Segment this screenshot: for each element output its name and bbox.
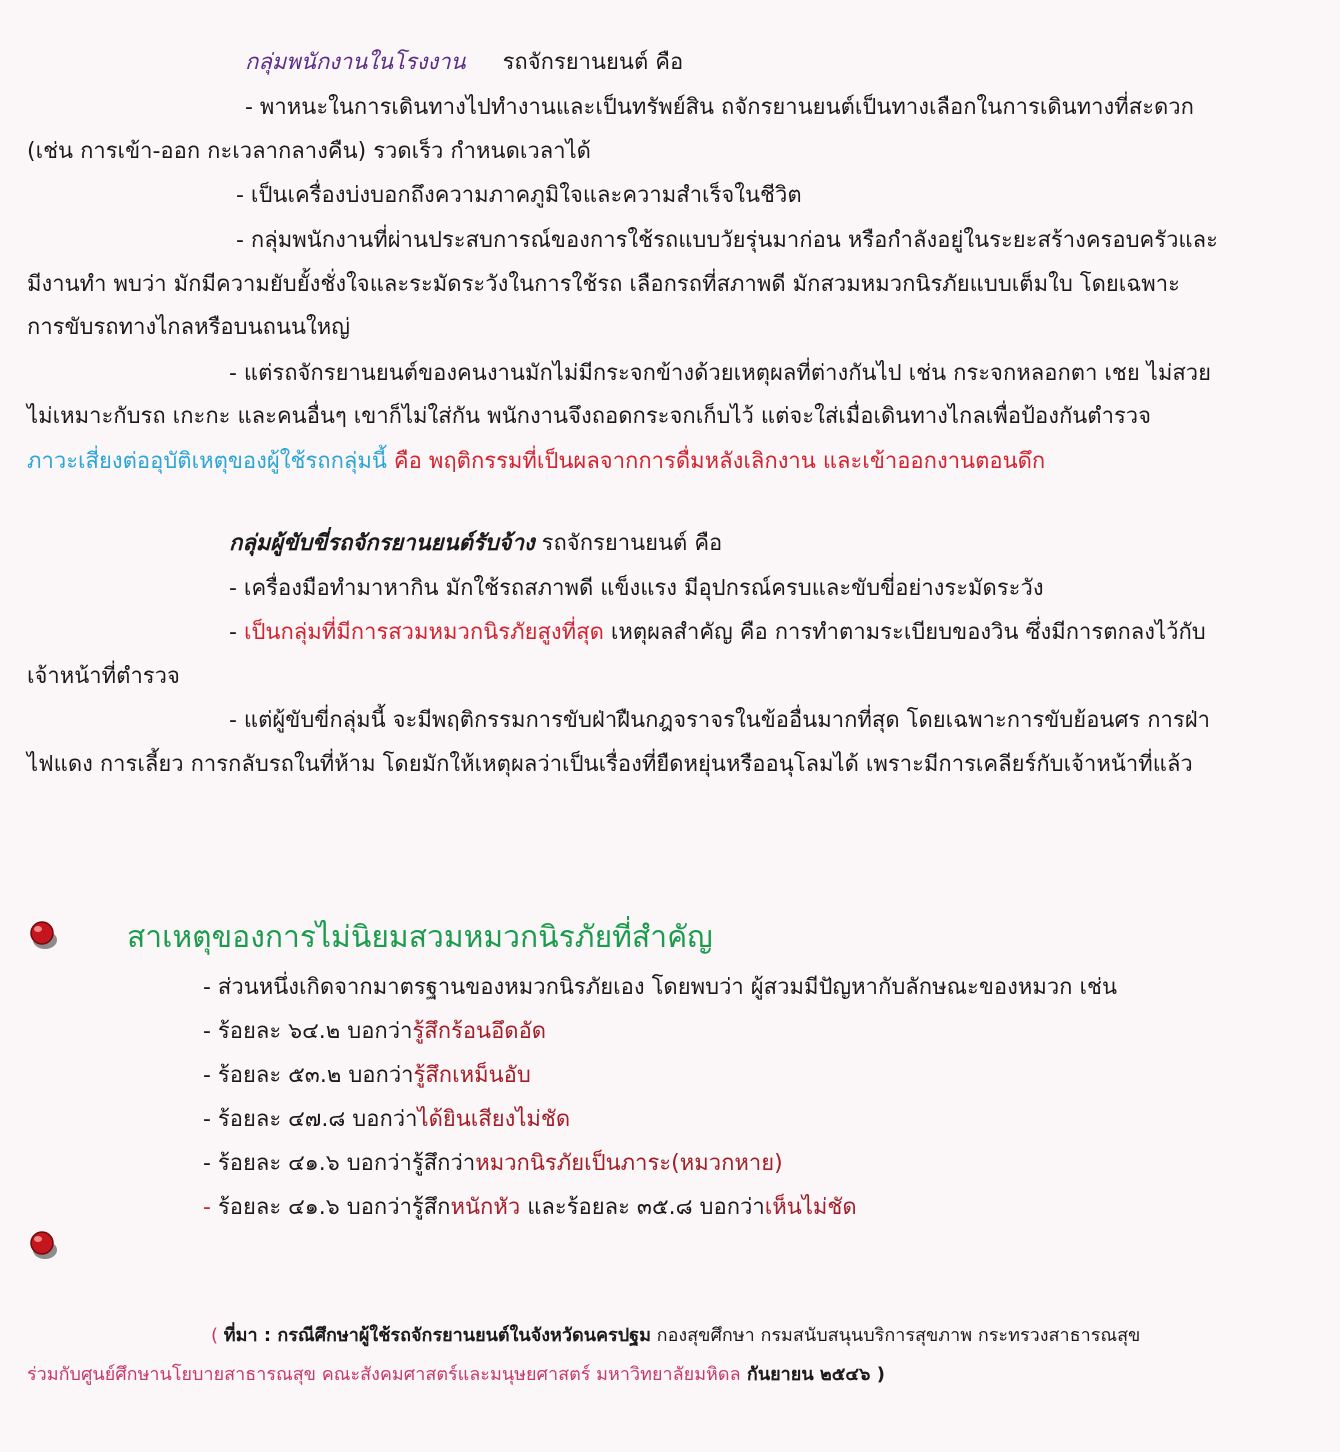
section3-heading: สาเหตุของการไม่นิยมสวมหมวกนิรภัยที่สำคัญ	[127, 920, 713, 955]
stat-item: - ร้อยละ ๖๔.๒ บอกว่ารู้สึกร้อนอึดอัด	[203, 1019, 547, 1044]
section1-line1: - พาหนะในการเดินทางไปทำงานและเป็นทรัพย์สิน ถจักรยานยนต์เป็นทางเลือกในการเดินทางที่สะดวก	[245, 95, 1194, 120]
section1-line8: ไม่เหมาะกับรถ เกะกะ และคนอื่นๆ เขาก็ไม่ใส่กัน พนักงานจึงถอดกระจกเก็บไว้ แต่จะใส่เมื่อเดินทางไกลเพื่อป้องกันตำรวจ	[27, 404, 1152, 429]
section2-line4: - แต่ผู้ขับขี่กลุ่มนี้ จะมีพฤติกรรมการขับฝ่าฝืนกฎจราจรในข้ออื่นมากที่สุด โดยเฉพาะการขับย้อนศร การฝ่า	[229, 708, 1210, 733]
red-ball-icon	[28, 1230, 58, 1260]
section2-line3: เจ้าหน้าที่ตำรวจ	[27, 664, 180, 689]
section2-title: กลุ่มผู้ขับขี่รถจักรยานยนต์รับจ้าง	[229, 531, 535, 556]
red-ball-icon	[28, 920, 58, 950]
section2-title-suffix: รถจักรยานยนต์ คือ	[534, 531, 723, 556]
section2-line1: - เครื่องมือทำมาหากิน มักใช้รถสภาพดี แข็งแรง มีอุปกรณ์ครบและขับขี่อย่างระมัดระวัง	[229, 576, 1044, 601]
stat-item-last: - ร้อยละ ๔๑.๖ บอกว่ารู้สึกหนักหัว และร้อยละ ๓๕.๘ บอกว่าเห็นไม่ชัด	[203, 1195, 857, 1220]
section1-line3: - เป็นเครื่องบ่งบอกถึงความภาคภูมิใจและความสำเร็จในชีวิต	[236, 183, 802, 208]
risk-text: คือ พฤติกรรมที่เป็นผลจากการดื่มหลังเลิกงาน และเข้าออกงานตอนดึก	[386, 449, 1046, 474]
source-date: กันยายน ๒๕๔๖	[740, 1364, 871, 1385]
section1-heading	[245, 48, 683, 78]
section1-line2: (เช่น การเข้า-ออก กะเวลากลางคืน) รวดเร็ว กำหนดเวลาได้	[27, 139, 591, 164]
source-line1: ( ที่มา : กรณีศึกษาผู้ใช้รถจักรยานยนต์ในจังหวัดนครปฐม กองสุขศึกษา กรมสนับสนุนบริการสุขภาพ กระทรวงสาธารณสุข	[211, 1325, 1141, 1346]
risk-label: ภาวะเสี่ยงต่ออุบัติเหตุของผู้ใช้รถกลุ่มนี้	[27, 449, 387, 474]
section1-line6: การขับรถทางไกลหรือบนถนนใหญ่	[27, 315, 351, 340]
source-affiliate: ร่วมกับศูนย์ศึกษานโยบายสาธารณสุข คณะสังคมศาสตร์และมนุษยศาสตร์ มหาวิทยาลัยมหิดล	[27, 1364, 741, 1385]
stat-item: - ร้อยละ ๔๗.๘ บอกว่าได้ยินเสียงไม่ชัด	[203, 1107, 571, 1132]
section1-title: กลุ่มพนักงานในโรงงาน	[245, 50, 466, 75]
section1-line4: - กลุ่มพนักงานที่ผ่านประสบการณ์ของการใช้รถแบบวัยรุ่นมาก่อน หรือกำลังอยู่ในระยะสร้างครอบครัวและ	[236, 228, 1218, 253]
stat-item: - ร้อยละ ๔๑.๖ บอกว่ารู้สึกว่าหมวกนิรภัยเป็นภาระ(หมวกหาย)	[203, 1151, 783, 1176]
helmet-highest-text: เป็นกลุ่มที่มีการสวมหมวกนิรภัยสูงที่สุด	[243, 620, 604, 645]
section1-line5: มีงานทำ พบว่า มักมีความยับยั้งชั่งใจและระมัดระวังในการใช้รถ เลือกรถที่สภาพดี มักสวมหมวกนิรภัยแบบเต็มใบ โดยเฉพาะ	[27, 272, 1180, 297]
source-org: กองสุขศึกษา กรมสนับสนุนบริการสุขภาพ กระทรวงสาธารณสุข	[650, 1325, 1141, 1346]
section2-line5: ไฟแดง การเลี้ยว การกลับรถในที่ห้าม โดยมักให้เหตุผลว่าเป็นเรื่องที่ยืดหยุ่นหรืออนุโลมได้ เพราะมีการเคลียร์กับเจ้าหน้าที่แล้ว	[27, 752, 1193, 777]
section1-line7: - แต่รถจักรยานยนต์ของคนงานมักไม่มีกระจกข้างด้วยเหตุผลที่ต่างกันไป เช่น กระจกหลอกตา เชย ไม่สวย	[229, 361, 1211, 386]
source-line2: ร่วมกับศูนย์ศึกษานโยบายสาธารณสุข คณะสังคมศาสตร์และมนุษยศาสตร์ มหาวิทยาลัยมหิดล กันยายน ๒๕๔๖ )	[27, 1364, 885, 1385]
source-label: ที่มา : กรณีศึกษาผู้ใช้รถจักรยานยนต์ในจังหวัดนครปฐม	[223, 1325, 651, 1346]
stat-item: - ร้อยละ ๕๓.๒ บอกว่ารู้สึกเหม็นอับ	[203, 1063, 531, 1088]
section1-title-suffix: รถจักรยานยนต์ คือ	[502, 50, 684, 75]
section1-risk	[27, 447, 1045, 477]
section2-line2: - เป็นกลุ่มที่มีการสวมหมวกนิรภัยสูงที่สุด เหตุผลสำคัญ คือ การทำตามระเบียบของวิน ซึ่งมีการตกลงไว้กับ	[229, 620, 1206, 645]
section3-intro: - ส่วนหนึ่งเกิดจากมาตรฐานของหมวกนิรภัยเอง โดยพบว่า ผู้สวมมีปัญหากับลักษณะของหมวก เช่น	[203, 975, 1117, 1000]
section2-heading	[229, 529, 722, 559]
